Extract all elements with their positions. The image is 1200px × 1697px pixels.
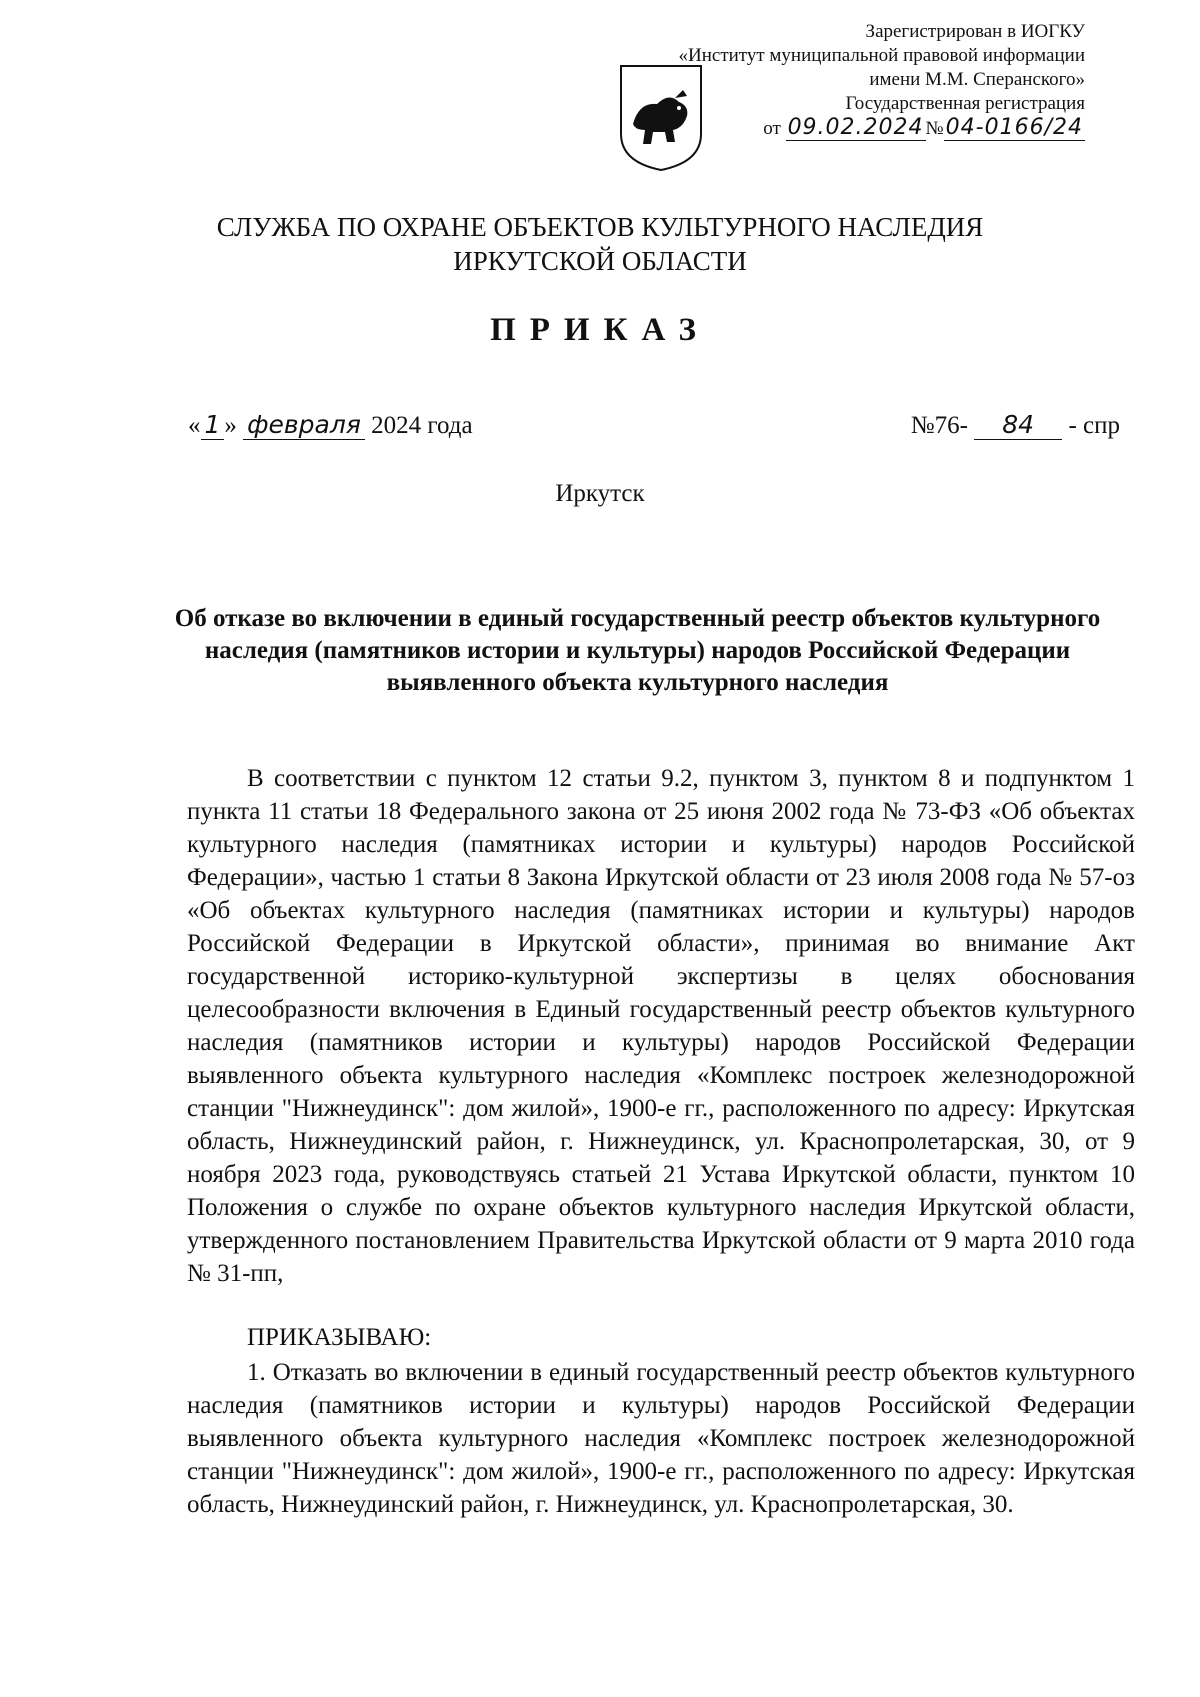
- registration-line-1: Зарегистрирован в ИОГКУ: [865, 21, 1085, 42]
- registration-date-prefix: от: [763, 118, 781, 139]
- registration-stamp: [679, 20, 1086, 141]
- city: Иркутск: [555, 480, 645, 507]
- document-type: ПРИКАЗ: [490, 312, 710, 348]
- item-1-paragraph: [187, 1356, 1135, 1521]
- order-number-value: 84: [974, 410, 1062, 440]
- preamble-paragraph: [187, 762, 1135, 1290]
- registration-line-2: «Институт муниципальной правовой информации: [678, 45, 1085, 66]
- order-day: 1: [201, 410, 225, 440]
- order-year: 2024 года: [371, 412, 473, 439]
- date-close-quote: »: [224, 412, 237, 439]
- registration-number: 04-0166/24: [945, 115, 1083, 140]
- registration-number-prefix: №: [925, 118, 944, 139]
- registration-line-3: имени М.М. Сперанского»: [869, 69, 1085, 90]
- registration-date: 09.02.2024: [787, 115, 924, 140]
- registration-date-line: [679, 116, 1086, 141]
- organization-line-1: СЛУЖБА ПО ОХРАНЕ ОБЪЕКТОВ КУЛЬТУРНОГО НАСЛЕДИЯ: [216, 212, 984, 242]
- organization-line-2: ИРКУТСКОЙ ОБЛАСТИ: [453, 246, 747, 276]
- order-number-prefix: №76-: [910, 412, 968, 439]
- date-open-quote: «: [188, 412, 201, 439]
- organization-name: [0, 210, 1200, 278]
- registration-line-4: Государственная регистрация: [845, 93, 1085, 114]
- preamble-text: В соответствии с пунктом 12 статьи 9.2, пунктом 3, пунктом 8 и подпунктом 1 пункта 11 статьи 18 Федерального закона от 25 июня 2002 года № 73-ФЗ «Об объектах культурного наследия (памятниках истории и культуры) народов Российской Федерации», частью 1 статьи 8 Закона Иркутской области от 23 июля 2008 года № 57-оз «Об объектах культурного наследия (памятниках истории и культуры) народов Российской Федерации в Иркутской области», принимая во внимание Акт государственной историко-культурной экспертизы в целях обоснования целесообразности включения в Единый государственный реестр объектов культурного наследия (памятников истории и культуры) народов Российской Федерации выявленного объекта культурного наследия «Комплекс построек железнодорожной станции "Нижнеудинск": дом жилой», 1900-е гг., расположенного по адресу: Иркутская область, Нижнеудинский район, г. Нижнеудинск, ул. Краснопролетарская, 30, от 9 ноября 2023 года, руководствуясь статьей 21 Устава Иркутской области, пунктом 10 Положения о службе по охране объектов культурного наследия Иркутской области, утвержденного постановлением Правительства Иркутской области от 9 марта 2010 года № 31-пп,: [187, 765, 1135, 1287]
- item-1-text: 1. Отказать во включении в единый государственный реестр объектов культурного наследия (памятников истории и культуры) народов Российской Федерации выявленного объекта культурного наследия «Комплекс построек железнодорожной станции "Нижнеудинск": дом жилой», 1900-е гг., расположенного по адресу: Иркутская область, Нижнеудинский район, г. Нижнеудинск, ул. Краснопролетарская, 30.: [187, 1359, 1135, 1518]
- order-number: [911, 410, 1120, 440]
- order-subject: Об отказе во включении в единый государственный реестр объектов культурного наследия (памятников истории и культуры) народов Российской Федерации выявленного объекта культурного наследия: [174, 605, 1101, 696]
- irkutsk-coat-of-arms-icon: [617, 62, 705, 174]
- order-word: ПРИКАЗЫВАЮ:: [247, 1324, 432, 1351]
- order-number-suffix: - спр: [1068, 412, 1120, 439]
- order-month: февраля: [243, 410, 365, 440]
- order-date: [188, 410, 473, 440]
